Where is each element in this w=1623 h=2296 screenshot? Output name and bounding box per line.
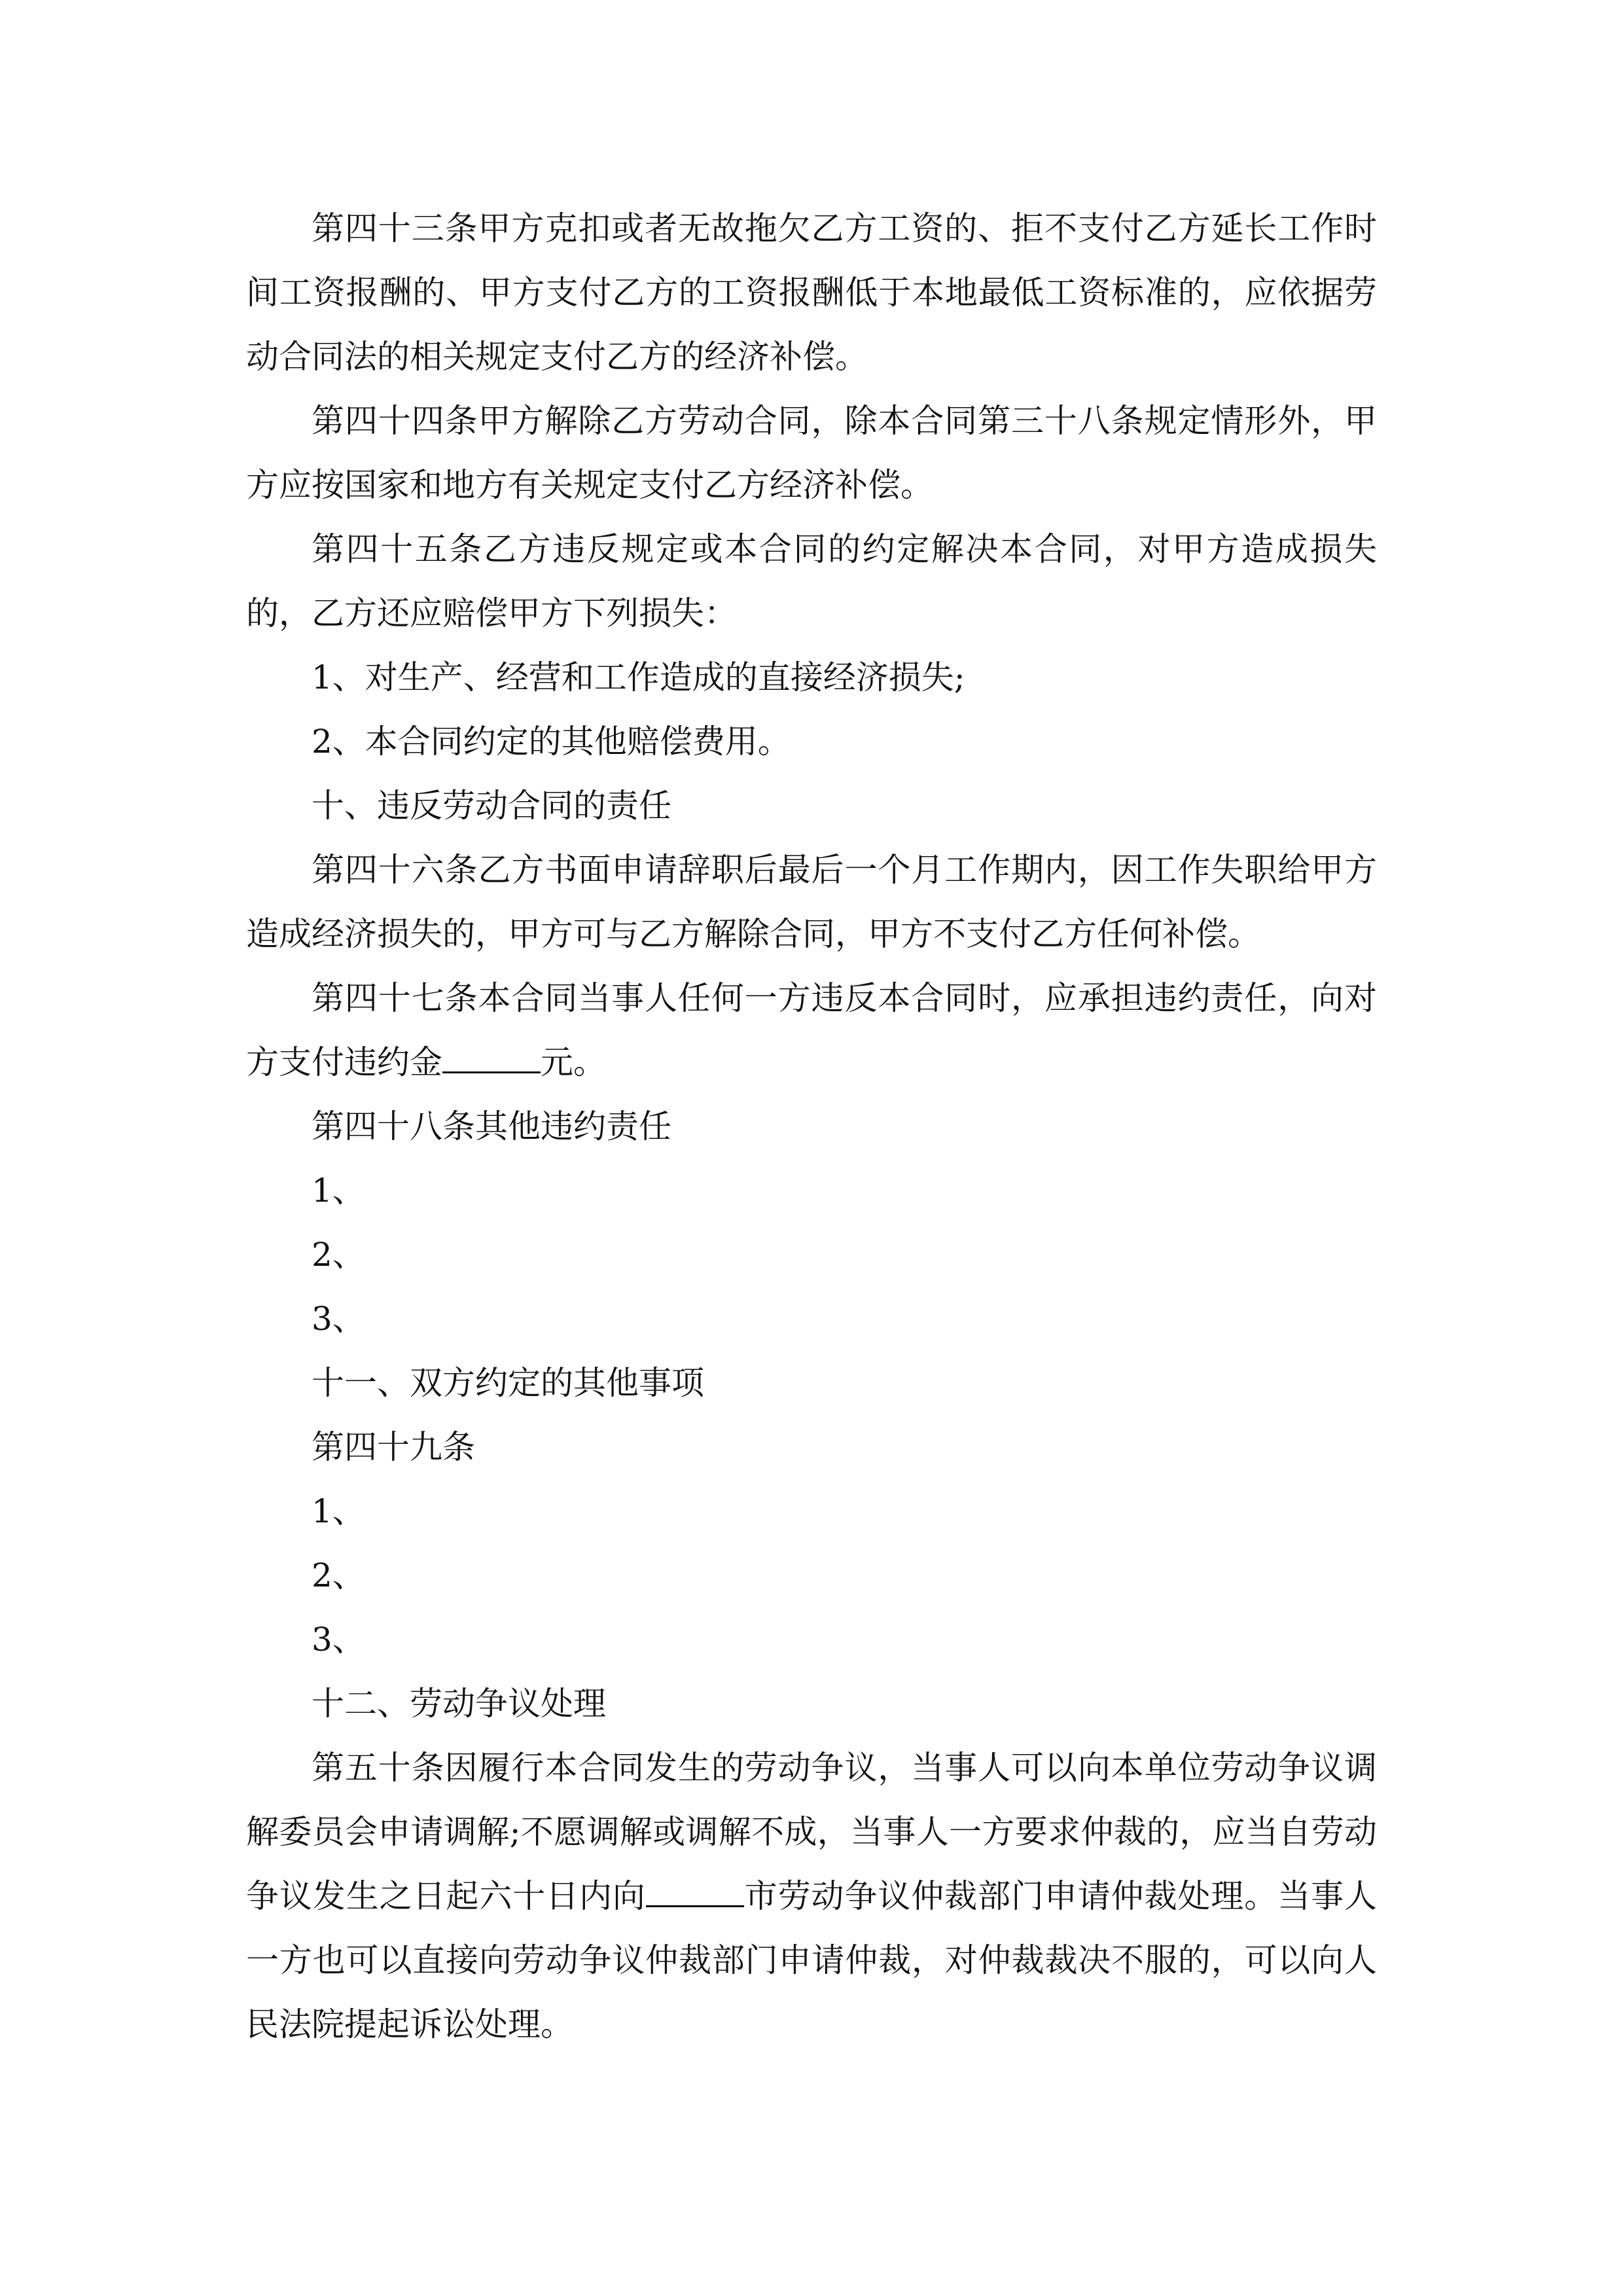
article-48-item-1: 1、 [312,1172,365,1210]
article-49-item-2: 2、 [312,1556,365,1594]
article-48: 第四十八条其他违约责任 [312,1107,671,1145]
document-body [246,196,1377,2056]
article-50-text-before: 第五十条因履行本合同发生的劳动争议，当事人可以向本单位劳动争议调解委员会申请调解;不愿调解或调解不成，当事人一方要求仲裁的，应当自劳动争议发生之日起六十日内向 [246,1749,1377,1915]
section-12-heading: 十二、劳动争议处理 [312,1685,606,1723]
article-47 [246,966,1377,1094]
article-50 [246,1736,1377,2056]
article-47-text-before: 第四十七条本合同当事人任何一方违反本合同时，应承担违约责任，向对方支付违约金 [246,979,1377,1081]
city-name-blank [646,1879,744,1907]
article-47-text-after: 元。 [541,1043,606,1081]
article-45: 第四十五条乙方违反规定或本合同的约定解决本合同，对甲方造成损失的，乙方还应赔偿甲方下列损失： [246,530,1377,632]
article-49-item-1: 1、 [312,1492,365,1530]
article-49-item-3: 3、 [312,1621,365,1659]
article-48-item-2: 2、 [312,1236,365,1274]
article-49: 第四十九条 [312,1428,475,1466]
article-45-item-2: 2、本合同约定的其他赔偿费用。 [312,723,791,761]
section-10-heading: 十、违反劳动合同的责任 [312,787,671,825]
article-44: 第四十四条甲方解除乙方劳动合同，除本合同第三十八条规定情形外，甲方应按国家和地方有关规定支付乙方经济补偿。 [246,402,1377,504]
article-43: 第四十三条甲方克扣或者无故拖欠乙方工资的、拒不支付乙方延长工作时间工资报酬的、甲方支付乙方的工资报酬低于本地最低工资标准的，应依据劳动合同法的相关规定支付乙方的经济补偿。 [246,209,1377,376]
article-48-item-3: 3、 [312,1300,365,1338]
article-46: 第四十六条乙方书面申请辞职后最后一个月工作期内，因工作失职给甲方造成经济损失的，甲方可与乙方解除合同，甲方不支付乙方任何补偿。 [246,851,1377,953]
section-11-heading: 十一、双方约定的其他事项 [312,1364,704,1402]
penalty-amount-blank [442,1045,541,1073]
article-45-item-1: 1、对生产、经营和工作造成的直接经济损失; [312,658,965,696]
article-50-text-after: 市劳动争议仲裁部门申请仲裁处理。当事人一方也可以直接向劳动争议仲裁部门申请仲裁，对仲裁裁决不服的，可以向人民法院提起诉讼处理。 [246,1877,1378,2043]
